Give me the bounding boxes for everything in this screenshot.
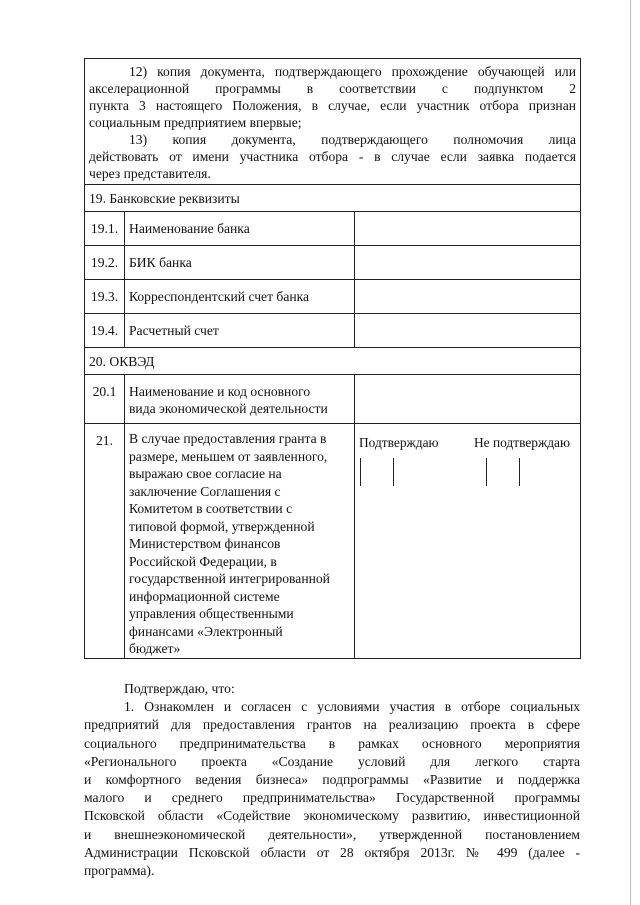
consent-line: информационной системе: [129, 588, 280, 604]
bank-row: [85, 314, 581, 348]
confirmation-heading: Подтверждаю, что:: [124, 681, 235, 696]
p13-line-3: через представителя.: [89, 166, 211, 181]
consent-line: управления общественными: [129, 606, 294, 621]
confirmation-line: программа).: [84, 863, 155, 879]
consent-line: Российской Федерации, в: [129, 553, 277, 569]
confirmation-line: и внешнеэкономической деятельности», утвержденной постановлением: [84, 826, 580, 842]
consent-line: Комитетом в соответствии с: [129, 501, 293, 516]
p13-line-1: 13) копия документа, подтверждающего полномочия лица: [129, 132, 576, 147]
attachments-list-cell: [85, 59, 581, 185]
consent-text: [125, 424, 355, 659]
consent-line: Министерством финансов: [129, 536, 281, 551]
bank-name-label: Наименование банка: [125, 212, 355, 246]
consent-line: заключение Соглашения с: [129, 483, 281, 499]
okved-label: [125, 375, 355, 424]
consent-line: выражаю свое согласие на: [129, 466, 282, 481]
okved-label-line: вида экономической деятельности: [129, 401, 328, 416]
bank-name-field[interactable]: [355, 212, 581, 246]
okved-label-line: Наименование и код основного: [129, 384, 311, 399]
confirmation-line: Администрации Псковской области от 28 октября 2013г. № 499 (далее -: [84, 844, 580, 860]
confirmation-line: малого и среднего предпринимательства» Государственной программы: [84, 790, 580, 806]
confirmation-line: и комфортного ведения бизнеса» подпрограммы «Развитие и поддержка: [84, 772, 580, 788]
okved-row: [85, 375, 581, 424]
bank-row: [85, 212, 581, 246]
consent-row-number: 21.: [85, 424, 125, 659]
bik-label: БИК банка: [125, 246, 355, 280]
application-form-table: [84, 58, 581, 659]
confirmation-line: 1. Ознакомлен и согласен с условиями участия в отборе социальных: [124, 699, 580, 715]
confirmation-section: [84, 680, 580, 880]
bank-row: [85, 246, 581, 280]
corr-account-label: Корреспондентский счет банка: [125, 280, 355, 314]
p12-line-4: социальным предприятием впервые;: [89, 115, 302, 130]
p13-line-2: действовать от имени участника отбора - в случае если заявка подается: [89, 149, 576, 164]
p12-line-3: пункта 3 настоящего Положения, в случае, если участник отбора признан: [89, 98, 576, 113]
confirmation-line: Псковской области «Содействие экономическому развитию, инвестиционной: [84, 808, 580, 824]
consent-choice-cell: [355, 424, 581, 659]
consent-line: финансами «Электронный: [129, 623, 283, 639]
consent-line: В случае предоставления гранта в: [129, 431, 327, 446]
okved-section-header: 20. ОКВЭД: [85, 348, 581, 375]
confirmation-line: социального предпринимательства в рамках основного мероприятия: [84, 735, 580, 751]
consent-choice-labels: [359, 434, 576, 451]
bank-row-number: 19.2.: [85, 246, 125, 280]
scan-edge-line: [630, 0, 631, 905]
bank-row: [85, 280, 581, 314]
confirm-checkbox[interactable]: [360, 458, 394, 486]
not-confirm-label: Не подтверждаю: [474, 435, 570, 450]
bank-row-number: 19.3.: [85, 280, 125, 314]
bank-section-header: 19. Банковские реквизиты: [85, 185, 581, 212]
p12-line-1: 12) копия документа, подтверждающего прохождение обучающей или: [129, 64, 576, 79]
consent-line: размере, меньшем от заявленного,: [129, 448, 328, 464]
consent-line: бюджет»: [129, 641, 181, 656]
confirm-label: Подтверждаю: [359, 435, 439, 450]
consent-row: [85, 424, 581, 659]
confirmation-line: «Регионального проекта «Создание условий для легкого старта: [84, 753, 580, 769]
bik-field[interactable]: [355, 246, 581, 280]
bank-row-number: 19.1.: [85, 212, 125, 246]
confirmation-line: предприятий для предоставления грантов на реализацию проекта в сфере: [84, 717, 580, 733]
consent-line: государственной интегрированной: [129, 571, 330, 586]
corr-account-field[interactable]: [355, 280, 581, 314]
not-confirm-checkbox[interactable]: [486, 458, 520, 486]
settlement-account-label: Расчетный счет: [125, 314, 355, 348]
consent-line: типовой формой, утвержденной: [129, 518, 315, 534]
bank-row-number: 19.4.: [85, 314, 125, 348]
okved-row-number: 20.1: [85, 375, 125, 424]
p12-line-2: акселерационной программы в соответствии с подпунктом 2: [89, 81, 576, 96]
okved-field[interactable]: [355, 375, 581, 424]
settlement-account-field[interactable]: [355, 314, 581, 348]
intro-row: [85, 59, 581, 185]
